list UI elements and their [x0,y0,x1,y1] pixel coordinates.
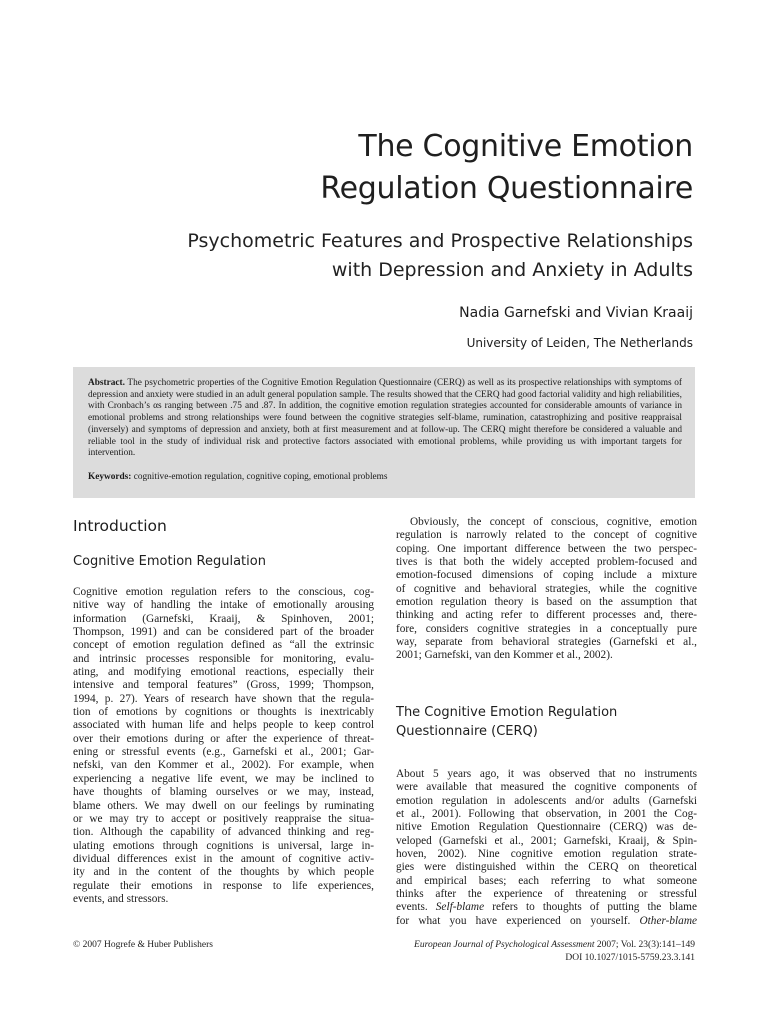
abstract-text: The psychometric properties of the Cognitive Emotion Regulation Questionnaire (CERQ) as well as its prospective relationships with symptoms of depression and anxiety were studied in an adult general population sample. The results showed that the CERQ had good factorial validity and high reliabilities, with Cronbach’s αs ranging between .75 and .87. In addition, the cognitive emotion regulation strategies accounted for considerable amounts of variance in emotional problems and strong relationships were found between the cognitive strategies self-blame, rumination, catastrophizing and positive reappraisal (inversely) and symptoms of depression and anxiety, both at first measurement and at follow-up. The CERQ might therefore be considered a valuable and reliable tool in the study of individual risk and protective factors associated with emotional problems, while providing us with important targets for intervention. [88,378,682,459]
right-column-p2-line: nitive Emotion Regulation Questionnaire (CERQ) was de- [396,821,697,834]
left-column-line: tion of emotions by cognitions or thoughts is inextricably [73,706,374,719]
left-column-line: concept of emotion regulation defined as “all the extrinsic [73,639,374,652]
right-column-p1-line: emotion-focused dimensions of coping include a mixture [396,569,697,582]
subsection-heading-cognitive-emotion-regulation: Cognitive Emotion Regulation [73,554,266,569]
term-other-blame: Other-blame [639,914,697,927]
right-column-p1-line: emotion regulation theory is based on the assumption that [396,596,697,609]
doi: DOI 10.1027/1015-5759.23.3.141 [565,953,695,963]
left-column-line: blame others. We may dwell on our feelings by ruminating [73,799,374,812]
left-column-line: events, and stressors. [73,892,169,905]
left-column-line: nefski, van den Kommer et al., 2002). For example, when [73,759,374,772]
right-column-paragraph-2 [396,768,697,928]
right-column-p2-line: hoven, 2002). Nine cognitive emotion regulation strate- [396,848,697,861]
right-column-p1-line: regulation is narrowly related to the concept of cognitive [396,529,697,542]
abstract-label: Abstract. [88,378,125,388]
keywords-text: cognitive-emotion regulation, cognitive coping, emotional problems [133,472,388,482]
keywords [88,472,682,484]
right-column-p1-line: of cognitive and behavioral strategies, while the cognitive [396,582,697,595]
left-column-line: nitive way of handling the intake of emotionally arousing [73,599,374,612]
left-column-line: ity and in the content of the thoughts by which people [73,866,374,879]
left-column-line: have thoughts of blaming ourselves or we may, instead, [73,786,374,799]
abstract [88,378,682,460]
text-run: for what you have experienced on yourself. [396,914,640,927]
right-column-p2-line: were available that measured the cognitive components of [396,781,697,794]
left-column-line: experiencing a negative life event, we may be inclined to [73,772,374,785]
left-column-line: information (Garnefski, Kraaij, & Spinhoven, 2001; [73,612,374,625]
right-column-p2-line [396,901,697,914]
subsection-heading-cerq [396,703,697,741]
right-column-p2-line: About 5 years ago, it was observed that no instruments [396,768,697,780]
article-subtitle-line-2: with Depression and Anxiety in Adults [331,259,693,281]
article-title-line-1: The Cognitive Emotion [358,129,693,164]
article-title-line-2: Regulation Questionnaire [320,171,693,206]
right-column-paragraph-1 [396,516,697,663]
left-column-line: regulate their emotions in response to life experiences, [73,879,374,892]
left-column-line: tion. Although the capability of advanced thinking and reg- [73,826,374,839]
left-column-line: dividual differences exist in the amount of cognitive activ- [73,852,374,865]
left-column-line: ening or stressful events (e.g., Garnefski et al., 2001; Gar- [73,746,374,759]
right-column-p2-line: emotion regulation in adolescents and/or adults (Garnefski [396,794,697,807]
left-column-line: associated with human life and helps people to keep control [73,719,374,732]
left-column-line: over their emotions during or after the experience of threat- [73,732,374,745]
right-column-p1-line: coping. One important difference between the two perspec- [396,542,697,555]
right-column-p1-line: tives is that both the widely accepted problem-focused and [396,556,697,569]
left-column-line: intensive and temporal features” (Gross, 1999; Thompson, [73,679,374,692]
right-column-p1-line: 2001; Garnefski, van den Kommer et al., 2002). [396,649,613,662]
subsection-heading-cerq-line-1: The Cognitive Emotion Regulation [396,705,618,720]
affiliation: University of Leiden, The Netherlands [466,336,693,350]
text-run: refers to thoughts of putting the blame [484,901,697,914]
right-column-p1-line: thinking and acting refer to different processes and, there- [396,609,697,622]
left-column-line: and intrinsic processes responsible for monitoring, evalu- [73,652,374,665]
section-heading-introduction: Introduction [73,517,167,535]
text-run: events. [396,901,436,914]
left-column-line: ating, and modifying emotional reactions, especially their [73,666,374,679]
keywords-label: Keywords: [88,472,132,482]
right-column-p2-line: and empirical bases; each referring to what someone [396,874,697,887]
left-column-line: 1994, p. 27). Years of research have shown that the regula- [73,692,374,705]
left-column-line: Cognitive emotion regulation refers to the conscious, cog- [73,586,374,598]
term-self-blame: Self-blame [435,901,485,914]
copyright-notice: © 2007 Hogrefe & Huber Publishers [73,940,213,950]
journal-citation [414,940,695,950]
journal-name: European Journal of Psychological Assessment [414,940,595,950]
abstract-box [73,367,695,498]
right-column-p1-line: Obviously, the concept of conscious, cognitive, emotion [410,516,697,528]
left-column-line: Thompson, 1991) and can be considered part of the broader [73,626,374,639]
left-column-line: ulating emotions through cognitions is universal, large in- [73,839,374,852]
right-column-p1-line: way, separate from behavioral strategies (Garnefski et al., [396,636,697,649]
right-column-p2-line [396,915,697,928]
right-column-p2-line: gies were distinguished within the CERQ on theoretical [396,861,697,874]
journal-volume: 2007; Vol. 23(3):141–149 [594,940,695,950]
subsection-heading-cerq-line-2: Questionnaire (CERQ) [396,724,538,739]
right-column-p1-line: fore, considers cognitive strategies in a conceptually pure [396,622,697,635]
authors: Nadia Garnefski and Vivian Kraaij [459,305,693,321]
right-column-p2-line: thinks after the experience of threatening or stressful [396,888,697,901]
right-column-p2-line: veloped (Garnefski et al., 2001; Garnefski, Kraaij, & Spin- [396,834,697,847]
right-column-p2-line: et al., 2001). Following that observation, in 2001 the Cog- [396,808,697,821]
left-column-line: or we may try to accept or positively reappraise the situa- [73,812,374,825]
left-column-body [73,586,374,906]
article-subtitle-line-1: Psychometric Features and Prospective Relationships [187,230,693,252]
